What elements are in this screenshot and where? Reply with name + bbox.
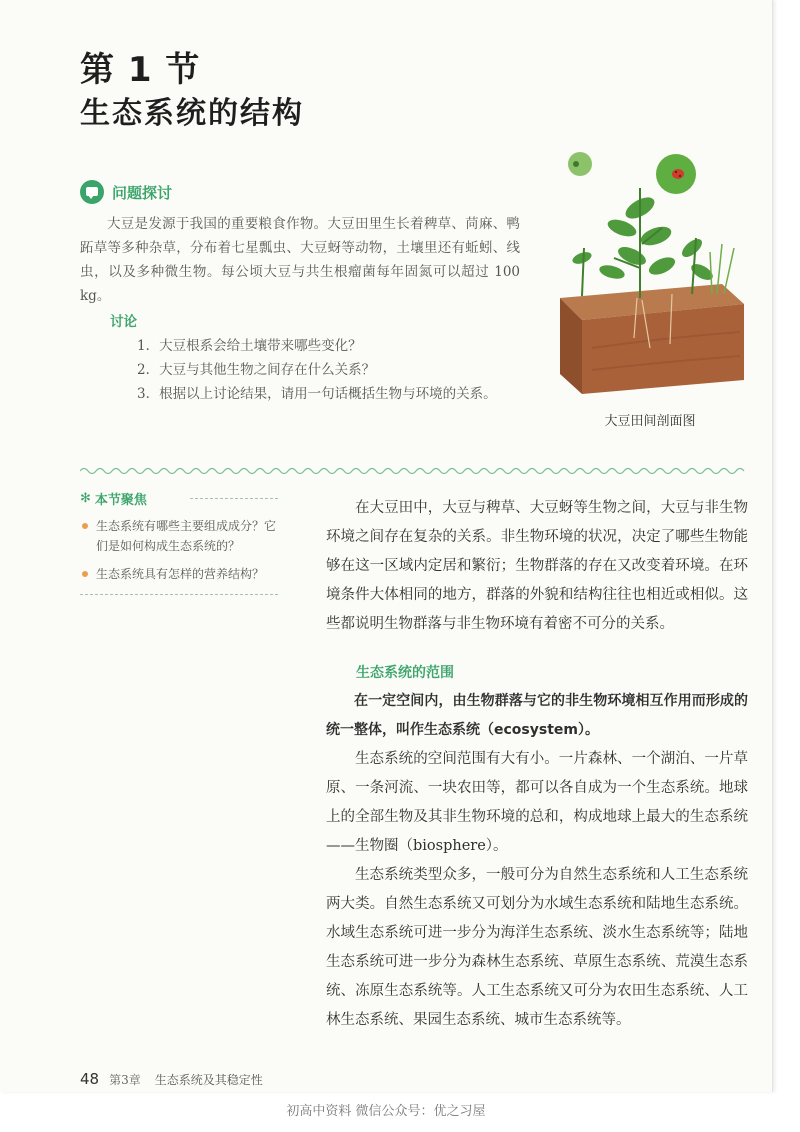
focus-item: [80, 564, 278, 584]
page-number: 48: [80, 1070, 100, 1088]
discussion-question-3: 3．根据以上讨论结果，请用一句话概括生物与环境的关系。: [137, 386, 497, 402]
focus-item-text: 生态系统有哪些主要组成成分？它们是如何构成生态系统的？: [96, 519, 277, 553]
definition-paragraph: 在一定空间内，由生物群落与它的非生物环境相互作用而形成的统一整体，叫作生态系统（ecosystem）。: [326, 693, 748, 738]
subsection-heading: 生态系统的范围: [356, 665, 454, 681]
main-intro-paragraph: 在大豆田中，大豆与稗草、大豆蚜等生物之间，大豆与非生物环境之间存在复杂的关系。非生物环境的状况，决定了哪些生物能够在这一区域内定居和繁衍；生物群落的存在又改变着环境。在环境条件大体相同的地方，群落的外貌和结构往往也相近或相似。这些都说明生物群落与非生物环境有着密不可分的关系。: [326, 500, 748, 632]
focus-header: [80, 489, 190, 508]
footer-chapter-title: 生态系统及其稳定性: [154, 1073, 263, 1087]
focus-item-text: 生态系统具有怎样的营养结构？: [96, 567, 265, 581]
bullet-icon: [82, 571, 88, 577]
section-title: 生态系统的结构: [80, 96, 304, 131]
figure-caption: 大豆田间剖面图: [604, 414, 696, 429]
discussion-question-2: 2．大豆与其他生物之间存在什么关系？: [137, 362, 376, 378]
scope-paragraph: 生态系统的空间范围有大有小。一片森林、一个湖泊、一片草原、一条河流、一块农田等，都可以各自成为一个生态系统。地球上的全部生物及其非生物环境的总和，构成地球上最大的生态系统——生物圈（biosphere）。: [326, 751, 748, 854]
bullet-icon: [82, 523, 88, 529]
section-number: 第 1 节: [80, 50, 201, 90]
discussion-subhead: 讨论: [110, 314, 137, 330]
discussion-title: 问题探讨: [112, 183, 173, 202]
main-text-column: [326, 494, 748, 1035]
soybean-field-illustration: [552, 148, 748, 398]
speech-bubble-icon: [80, 180, 104, 204]
types-paragraph: 生态系统类型众多，一般可分为自然生态系统和人工生态系统两大类。自然生态系统又可划分为水域生态系统和陆地生态系统。水域生态系统可进一步分为海洋生态系统、淡水生态系统等；陆地生态系统可进一步分为森林生态系统、草原生态系统、荒漠生态系统、冻原生态系统等。人工生态系统又可分为农田生态系统、人工林生态系统、果园生态系统、城市生态系统等。: [326, 867, 748, 1028]
focus-title: 本节聚焦: [94, 493, 147, 508]
discussion-body: [80, 212, 520, 406]
section-focus-box: [80, 491, 278, 595]
wavy-divider: [80, 466, 748, 476]
discussion-header: [80, 178, 172, 206]
watermark-text: 初高中资料 微信公众号：优之习屋: [286, 1104, 486, 1119]
footer-chapter: 第3章: [109, 1073, 141, 1087]
discussion-intro: 大豆是发源于我国的重要粮食作物。大豆田里生长着稗草、苘麻、鸭跖草等多种杂草，分布着七星瓢虫、大豆蚜等动物，土壤里还有蚯蚓、线虫，以及多种微生物。每公顷大豆与共生根瘤菌每年固氮可以超过 100 kg。: [80, 216, 520, 304]
discussion-question-1: 1．大豆根系会给土壤带来哪些变化？: [137, 338, 362, 354]
page-footer: [80, 1070, 263, 1088]
focus-item: [80, 516, 278, 556]
asterisk-icon: ✻: [80, 491, 91, 506]
